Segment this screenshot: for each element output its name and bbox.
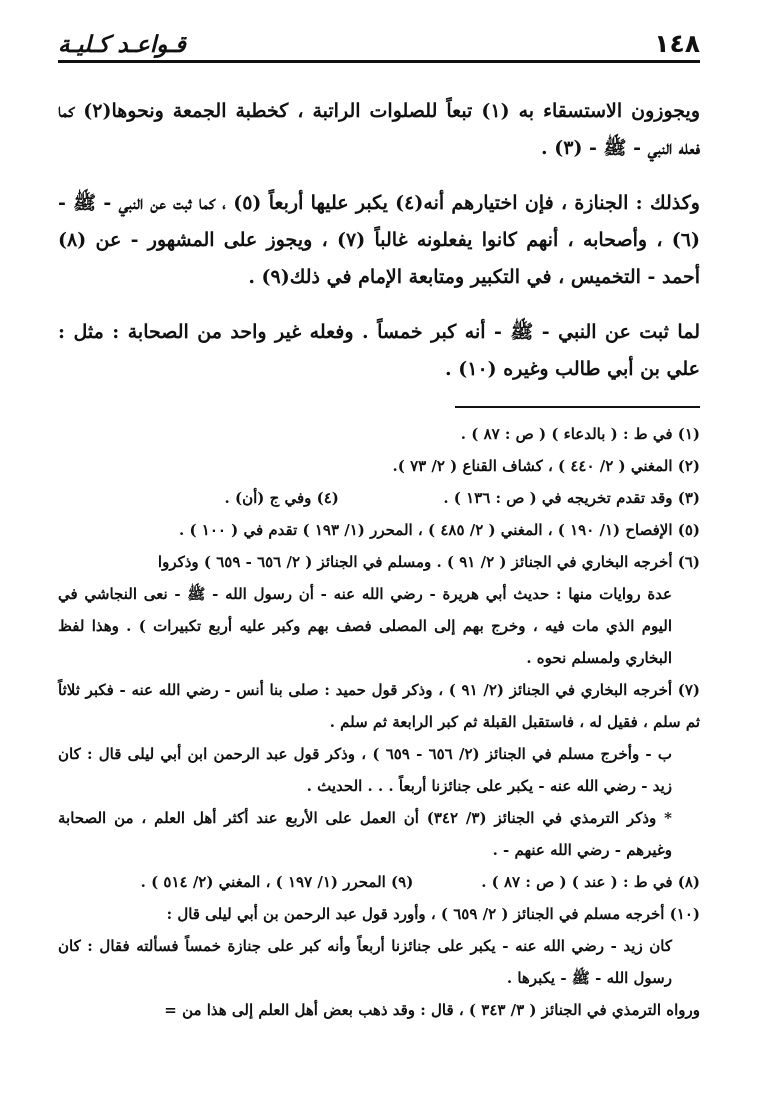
paragraph: ويجوزون الاستسقاء به (١) تبعاً للصلوات الراتبة ، كخطبة الجمعة ونحوها(٢) كما فعله النبي - ﷺ - (٣) . [58, 100, 700, 159]
footnote-continuation: ورواه الترمذي في الجنائز ( ٣/ ٣٤٣ ) ، قال : وقد ذهب بعض أهل العلم إلى هذا من = [164, 1001, 700, 1019]
footnotes [58, 418, 700, 1026]
book-title: قـواعـد كـليـة [58, 32, 186, 58]
footnote: (٧) أخرجه البخاري في الجنائز (٢/ ٩١ ) ، وذكر قول حميد : صلى بنا أنس - رضي الله عنه - فكبر ثلاثاً ثم سلم ، فقيل له ، فاستقبل القبلة ثم كبر الرابعة ثم سلم . [58, 681, 700, 731]
paragraph: لما ثبت عن النبي - ﷺ - أنه كبر خمساً . وفعله غير واحد من الصحابة : مثل : علي بن أبي طالب وغيره (١٠) . [58, 321, 700, 380]
footnote-continuation: * وذكر الترمذي في الجنائز (٣/ ٣٤٢) أن العمل على الأربع عند أكثر أهل العلم ، من الصحابة وغيرهم - رضي الله عنهم - . [58, 809, 673, 859]
footnote: (٨) في ط : ( عند ) ( ص : ٨٧ ) . (٩) المحرر (١/ ١٩٧ ) ، المغني (٢/ ٥١٤ ) . [140, 873, 700, 891]
footnote-continuation: ب - وأخرج مسلم في الجنائز (٢/ ٦٥٦ - ٦٥٩ ) ، وذكر قول عبد الرحمن ابن أبي ليلى قال : كان زيد - رضي الله عنه - يكبر على جنائزنا أربعاً . . . الحديث . [58, 745, 672, 795]
paragraph: وكذلك : الجنازة ، فإن اختيارهم أنه(٤) يكبر عليها أربعاً (٥) ، كما ثبت عن النبي - ﷺ - (٦) ، وأصحابه ، أنهم كانوا يفعلونه غالباً (٧) ، ويجوز على المشهور - عن (٨) أحمد - التخميس ، في التكبير ومتابعة الإمام في ذلك(٩) . [58, 192, 700, 288]
footnote: (٥) الإفصاح (١/ ١٩٠ ) ، المغني ( ٢/ ٤٨٥ ) ، المحرر (١/ ١٩٣ ) تقدم في ( ١٠٠ ) . [179, 521, 700, 539]
footnote: (٦) أخرجه البخاري في الجنائز ( ٢/ ٩١ ) . ومسلم في الجنائز ( ٢/ ٦٥٦ - ٦٥٩ ) وذكروا [157, 553, 700, 571]
page-number: ١٤٨ [654, 29, 700, 58]
footnote-continuation: كان زيد - رضي الله عنه - يكبر على جنائزنا أربعاً وأنه كبر على جنازة خمساً فسألته فقال : كان رسول الله - ﷺ - يكبرها . [58, 937, 672, 987]
footnote: (١٠) أخرجه مسلم في الجنائز ( ٢/ ٦٥٩ ) ، وأورد قول عبد الرحمن بن أبي ليلى قال : [166, 905, 700, 923]
main-text [58, 93, 700, 388]
page-header [58, 22, 700, 63]
footnote-separator [455, 406, 700, 408]
footnote: (٣) وقد تقدم تخريجه في ( ص : ١٣٦ ) . (٤) وفي ج (أن) . [224, 489, 700, 507]
footnote-continuation: عدة روايات منها : حديث أبي هريرة - رضي الله عنه - أن رسول الله - ﷺ - نعى النجاشي في اليوم الذي مات فيه ، وخرج بهم إلى المصلى فصف بهم وكبر عليه أربع تكبيرات ) . وهذا لفظ البخاري ولمسلم نحوه . [58, 585, 672, 667]
footnote: (٢) المغني ( ٢/ ٤٤٠ ) ، كشاف القناع ( ٢/ ٧٣ ). [392, 457, 700, 475]
footnote: (١) في ط : ( بالدعاء ) ( ص : ٨٧ ) . [460, 425, 700, 443]
